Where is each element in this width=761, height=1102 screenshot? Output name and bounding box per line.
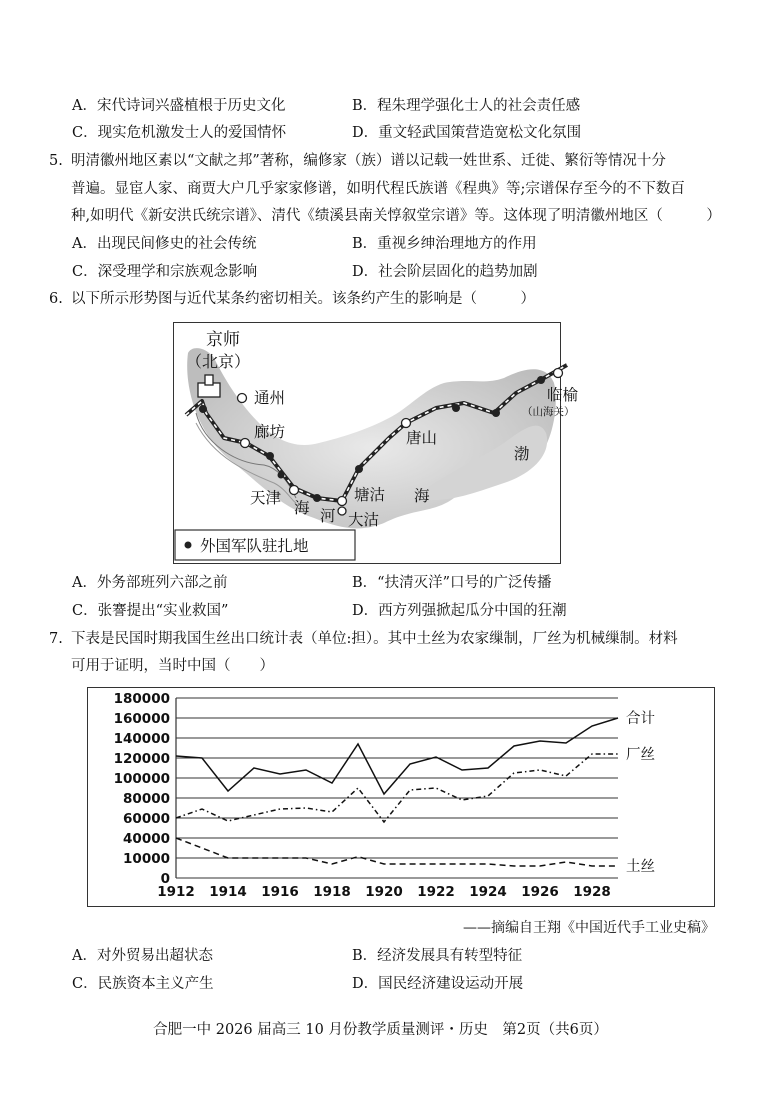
label-hai-sea: 海 [414,487,430,505]
label-linyu: 临榆 [547,386,579,404]
q5-option-d: D．社会阶层固化的趋势加剧 [352,264,538,280]
series-line-1 [176,754,618,822]
label-beijing: 京师 [206,330,240,350]
station-tanggu-icon [338,497,347,506]
y-tick-label: 0 [160,871,170,887]
label-langfang: 廊坊 [254,423,286,441]
q5-option-b: B．重视乡绅治理地方的作用 [352,236,537,252]
series-label: 合计 [626,711,655,727]
station-dagu-icon [338,507,346,515]
q4-option-b: B．程朱理学强化士人的社会责任感 [352,98,581,114]
q6-number: 6. [49,291,63,307]
series-line-0 [176,718,618,794]
station-linyu-icon [554,369,563,378]
series-label: 土丝 [626,859,655,875]
troop-dot-icon [313,494,321,502]
q6-option-a: A．外务部班列六部之前 [72,575,228,591]
label-hai-river-1: 海 [294,499,310,517]
label-tanggu: 塘沽 [354,486,386,504]
label-tongzhou: 通州 [254,389,286,407]
q7-option-c: C．民族资本主义产生 [72,976,214,992]
x-tick-label: 1920 [365,884,403,900]
q4-option-a: A．宋代诗词兴盛植根于历史文化 [72,98,286,114]
label-shanhaiguan: （山海关） [522,406,575,418]
x-tick-label: 1924 [469,884,507,900]
y-tick-label: 140000 [113,731,170,747]
y-tick-label: 10000 [123,851,170,867]
q7-option-a: A．对外贸易出超状态 [72,948,213,964]
label-tianjin: 天津 [250,489,282,507]
q6-option-d: D．西方列强掀起瓜分中国的狂潮 [352,603,567,619]
map-legend-label: 外国军队驻扎地 [200,537,309,555]
page-footer: 合肥一中 2026 届高三 10 月份教学质量测评・历史 第2页（共6页） [153,1022,608,1038]
q5-stem-line2: 普遍。显宦人家、商贾大户几乎家家修谱，如明代程氏族谱《程典》等;宗谱保存至今的不下数百 [71,181,685,197]
y-tick-label: 80000 [123,791,170,807]
y-tick-label: 160000 [113,711,170,727]
chart-svg [88,688,714,906]
x-tick-label: 1918 [313,884,351,900]
troop-dot-icon [278,472,285,479]
station-langfang-icon [241,439,250,448]
label-dagu: 大沽 [348,511,380,529]
legend-dot-icon [185,542,192,549]
y-tick-label: 100000 [113,771,170,787]
troop-dot-icon [537,376,545,384]
y-tick-label: 120000 [113,751,170,767]
x-tick-label: 1916 [261,884,299,900]
station-tangshan-icon [402,419,411,428]
x-tick-label: 1928 [573,884,611,900]
troop-dot-icon [266,452,274,460]
q7-option-d: D．国民经济建设运动开展 [352,976,524,992]
q5-stem-line1: 明清徽州地区素以“文献之邦”著称，编修家（族）谱以记载一姓世系、迁徙、繁衍等情况十分 [71,153,666,169]
q7-stem-line2: 可用于证明，当时中国（ ） [71,658,274,674]
y-tick-label: 60000 [123,811,170,827]
q6-option-c: C．张謇提出“实业救国” [72,603,229,619]
x-tick-label: 1914 [209,884,247,900]
x-tick-label: 1912 [157,884,195,900]
q7-number: 7. [49,631,63,647]
label-he-river-2: 河 [320,507,336,525]
beijing-city-inner-icon [205,375,213,385]
label-beijing-paren: （北京） [186,352,251,371]
troop-dot-icon [492,409,500,417]
q4-option-c: C．现实危机激发士人的爱国情怀 [72,125,287,141]
q5-option-c: C．深受理学和宗族观念影响 [72,264,258,280]
q6-stem: 以下所示形势图与近代某条约密切相关。该条约产生的影响是（ ） [71,291,535,307]
series-label: 厂丝 [626,747,655,763]
situation-map [173,322,579,564]
q5-option-a: A．出现民间修史的社会传统 [72,236,257,252]
troop-dot-icon [355,465,363,473]
troop-dot-icon [199,405,207,413]
q7-stem-line1: 下表是民国时期我国生丝出口统计表（单位:担）。其中土丝为农家缫制，厂丝为机械缫制。材料 [71,631,678,647]
chart-source: ——摘编自王翔《中国近代手工业史稿》 [463,920,715,936]
y-tick-label: 40000 [123,831,170,847]
q5-stem-line3: 种,如明代《新安洪氏统宗谱》、清代《绩溪县南关惇叙堂宗谱》等。这体现了明清徽州地区（ ） [71,208,721,224]
series-line-2 [176,838,618,866]
q4-option-d: D．重文轻武国策营造宽松文化氛围 [352,125,582,141]
y-tick-label: 180000 [113,691,170,707]
troop-dot-icon [452,404,460,412]
q7-option-b: B．经济发展具有转型特征 [352,948,523,964]
station-tongzhou-icon [238,394,247,403]
q6-option-b: B．“扶清灭洋”口号的广泛传播 [352,575,552,591]
station-tianjin-icon [290,486,299,495]
q5-number: 5. [49,153,63,169]
x-tick-label: 1926 [521,884,559,900]
x-tick-label: 1922 [417,884,455,900]
label-bo-sea: 渤 [514,445,530,463]
map-svg [174,323,579,563]
silk-export-chart [87,687,715,907]
label-tangshan: 唐山 [406,429,438,447]
